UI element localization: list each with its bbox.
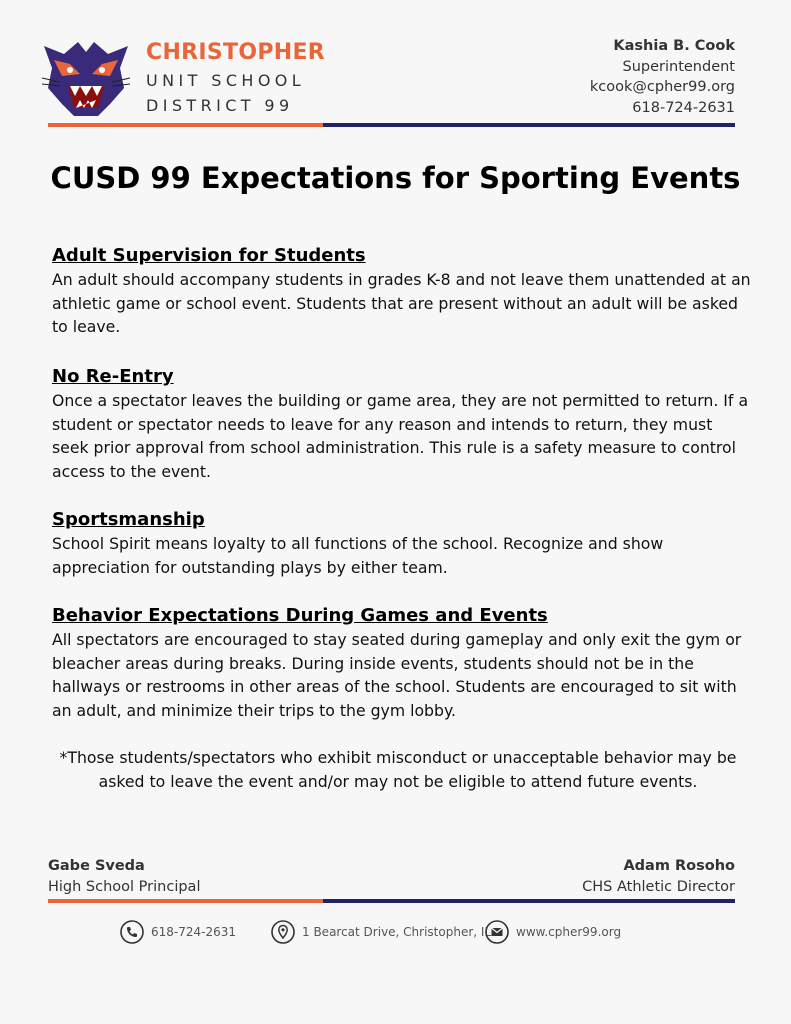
section-behavior-expectations bbox=[52, 604, 752, 722]
district-name: CHRISTOPHER bbox=[146, 40, 326, 65]
section-adult-supervision bbox=[52, 244, 752, 339]
footer-address bbox=[271, 920, 491, 944]
section-no-re-entry bbox=[52, 365, 752, 483]
athletic-director-name: Adam Rosoho bbox=[623, 858, 735, 874]
section-body: Once a spectator leaves the building or game area, they are not permitted to return. If a student or spectator needs to leave for any reason and intends to return, they must seek prior approval from school administration. This rule is a safety measure to control access to the event. bbox=[52, 391, 749, 481]
footer-phone bbox=[120, 920, 236, 944]
wildcat-mascot-icon bbox=[40, 38, 132, 118]
section-heading: No Re-Entry bbox=[52, 366, 174, 387]
section-sportsmanship bbox=[52, 508, 752, 579]
section-body: School Spirit means loyalty to all functions of the school. Recognize and show appreciation for outstanding plays by either team. bbox=[52, 534, 664, 577]
section-heading: Sportsmanship bbox=[52, 509, 205, 530]
superintendent-contact bbox=[590, 36, 735, 118]
footer-divider bbox=[48, 899, 735, 903]
superintendent-email[interactable]: kcook@cpher99.org bbox=[589, 79, 735, 95]
district-line-2: DISTRICT 99 bbox=[146, 96, 294, 115]
email-icon bbox=[485, 920, 509, 944]
signature-principal bbox=[48, 856, 200, 897]
section-body: All spectators are encouraged to stay seated during gameplay and only exit the gym or bleacher areas during breaks. During inside events, students should not be in the hallways or restrooms in other areas of the school. Students are encouraged to sit with an adult, and minimize their trips to the gym lobby. bbox=[52, 630, 742, 720]
page-title: CUSD 99 Expectations for Sporting Events bbox=[50, 161, 741, 195]
superintendent-phone: 618-724-2631 bbox=[632, 99, 735, 116]
footer-phone-text: 618-724-2631 bbox=[151, 925, 237, 939]
district-line-1: UNIT SCHOOL bbox=[146, 71, 306, 90]
district-name-block bbox=[146, 40, 325, 115]
phone-icon bbox=[120, 920, 144, 944]
footer-website-link[interactable]: www.cpher99.org bbox=[516, 925, 622, 939]
superintendent-title: Superintendent bbox=[622, 58, 735, 75]
footer-address-text: 1 Bearcat Drive, Christopher, IL bbox=[302, 925, 492, 939]
header-divider bbox=[48, 123, 735, 127]
section-heading: Adult Supervision for Students bbox=[52, 245, 366, 266]
principal-title: High School Principal bbox=[48, 878, 201, 895]
misconduct-note: *Those students/spectators who exhibit misconduct or unacceptable behavior may be asked to leave the event and/or may not be eligible to attend future events. bbox=[59, 748, 737, 791]
section-body: An adult should accompany students in grades K-8 and not leave them unattended at an athletic game or school event. Students that are present without an adult will be asked to leave. bbox=[52, 270, 751, 336]
footer-website bbox=[485, 920, 621, 944]
location-pin-icon bbox=[271, 920, 295, 944]
section-heading: Behavior Expectations During Games and Events bbox=[52, 605, 548, 626]
signature-athletic-director bbox=[582, 856, 735, 897]
principal-name: Gabe Sveda bbox=[48, 858, 145, 874]
superintendent-name: Kashia B. Cook bbox=[613, 38, 735, 54]
athletic-director-title: CHS Athletic Director bbox=[582, 878, 735, 895]
